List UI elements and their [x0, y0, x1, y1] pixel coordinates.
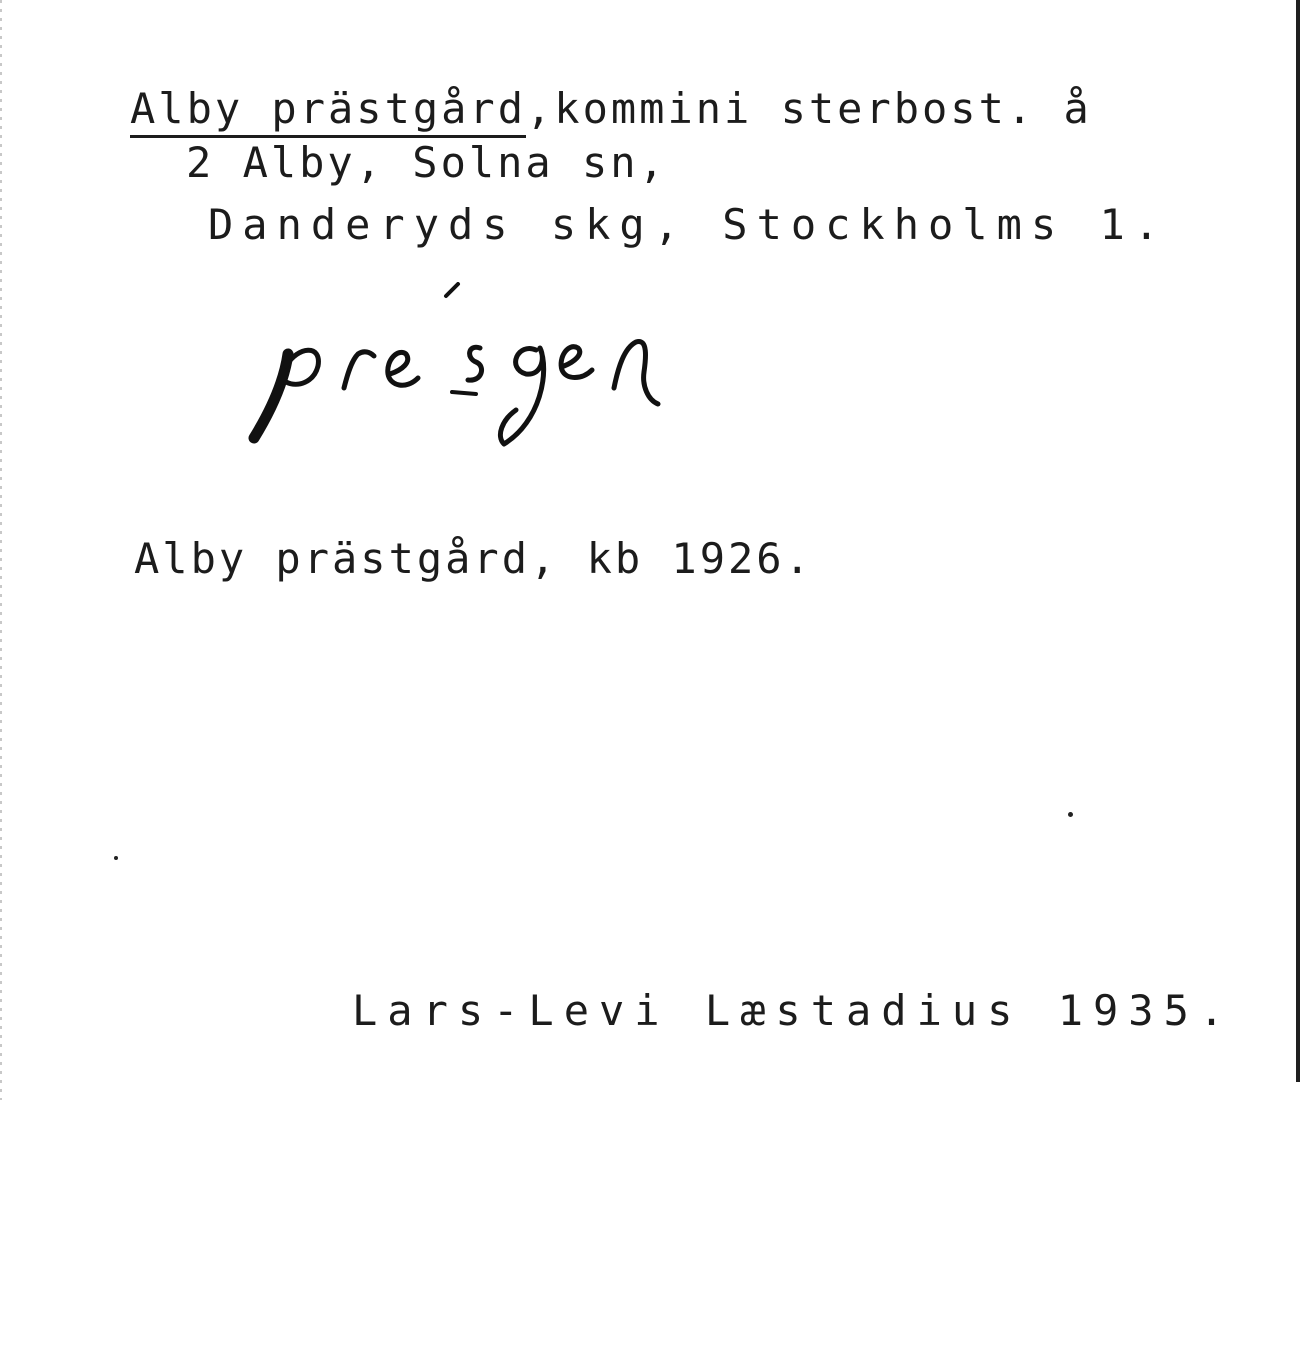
kb-reference-line: Alby prästgård, kb 1926. — [134, 534, 813, 583]
entry-title-line — [130, 84, 1092, 133]
ink-speck — [1068, 812, 1073, 817]
entry-name: Alby prästgård — [130, 84, 526, 138]
handwritten-pronunciation — [240, 282, 700, 462]
parish-line: 2 Alby, Solna sn, — [186, 138, 667, 187]
ink-speck — [114, 856, 118, 860]
card-left-edge — [0, 0, 2, 1100]
signature-line: Lars-Levi Læstadius 1935. — [352, 986, 1235, 1035]
district-line: Danderyds skg, Stockholms 1. — [208, 200, 1169, 249]
entry-description: ,kommini sterbost. å — [526, 84, 1092, 133]
card-right-edge — [1296, 0, 1300, 1082]
